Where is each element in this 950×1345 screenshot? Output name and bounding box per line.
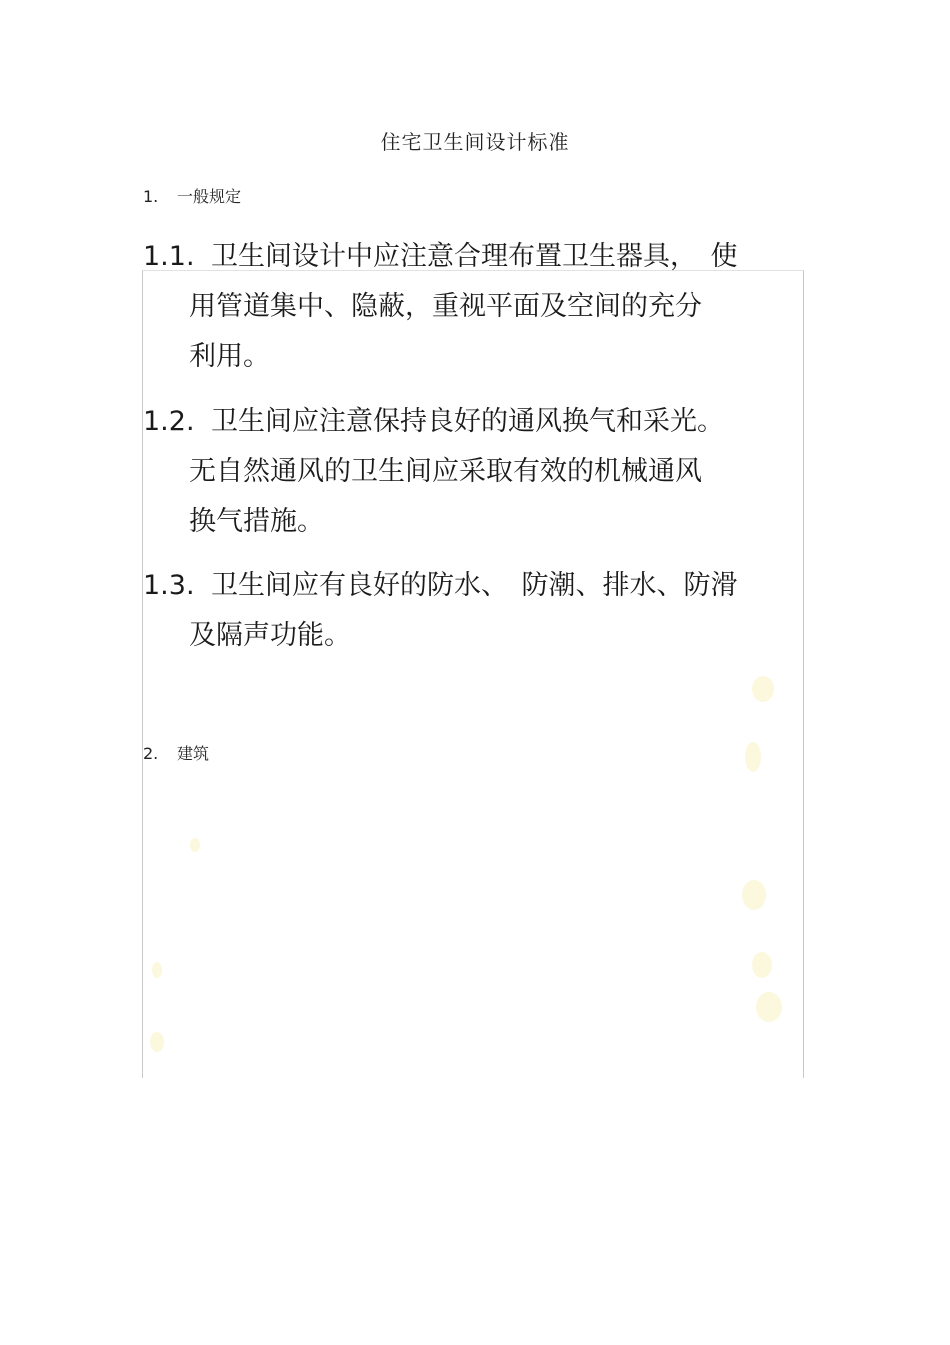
clause-text-line: 用管道集中、隐蔽，重视平面及空间的充分 — [189, 291, 702, 322]
clause-text-line: 换气措施。 — [189, 506, 324, 537]
scan-speck — [742, 880, 766, 910]
section-heading-1 — [143, 186, 241, 208]
clause-text-line: 及隔声功能。 — [189, 620, 351, 651]
document-title: 住宅卫生间设计标准 — [380, 130, 570, 154]
scan-speck — [752, 676, 774, 702]
clause-1-1 — [143, 232, 805, 382]
clause-text-line: 卫生间应有良好的防水、 防潮、排水、防滑 — [211, 570, 738, 601]
clause-first-line — [143, 232, 805, 282]
scan-speck — [150, 1032, 164, 1052]
section-number: 2. — [143, 744, 159, 763]
section-heading-2 — [143, 743, 209, 765]
clause-text-line: 利用。 — [189, 341, 270, 372]
section-number: 1. — [143, 187, 159, 206]
clause-first-line — [143, 397, 805, 447]
clause-text-line: 无自然通风的卫生间应采取有效的机械通风 — [189, 456, 702, 487]
clause-number: 1.3. — [143, 570, 195, 601]
scan-speck — [756, 992, 782, 1022]
scan-speck — [190, 838, 200, 852]
clause-first-line — [143, 561, 805, 611]
scan-frame — [142, 270, 804, 1078]
section-title: 建筑 — [177, 744, 210, 763]
scan-speck — [745, 742, 761, 772]
clause-1-2 — [143, 397, 805, 547]
clause-text-line: 卫生间设计中应注意合理布置卫生器具， 使 — [211, 241, 738, 272]
clause-number: 1.1. — [143, 241, 195, 272]
clause-1-3 — [143, 561, 805, 661]
clause-number: 1.2. — [143, 406, 195, 437]
section-title: 一般规定 — [177, 187, 242, 206]
scan-speck — [752, 952, 772, 978]
clause-text-line: 卫生间应注意保持良好的通风换气和采光。 — [211, 406, 724, 437]
scan-speck — [152, 962, 162, 978]
